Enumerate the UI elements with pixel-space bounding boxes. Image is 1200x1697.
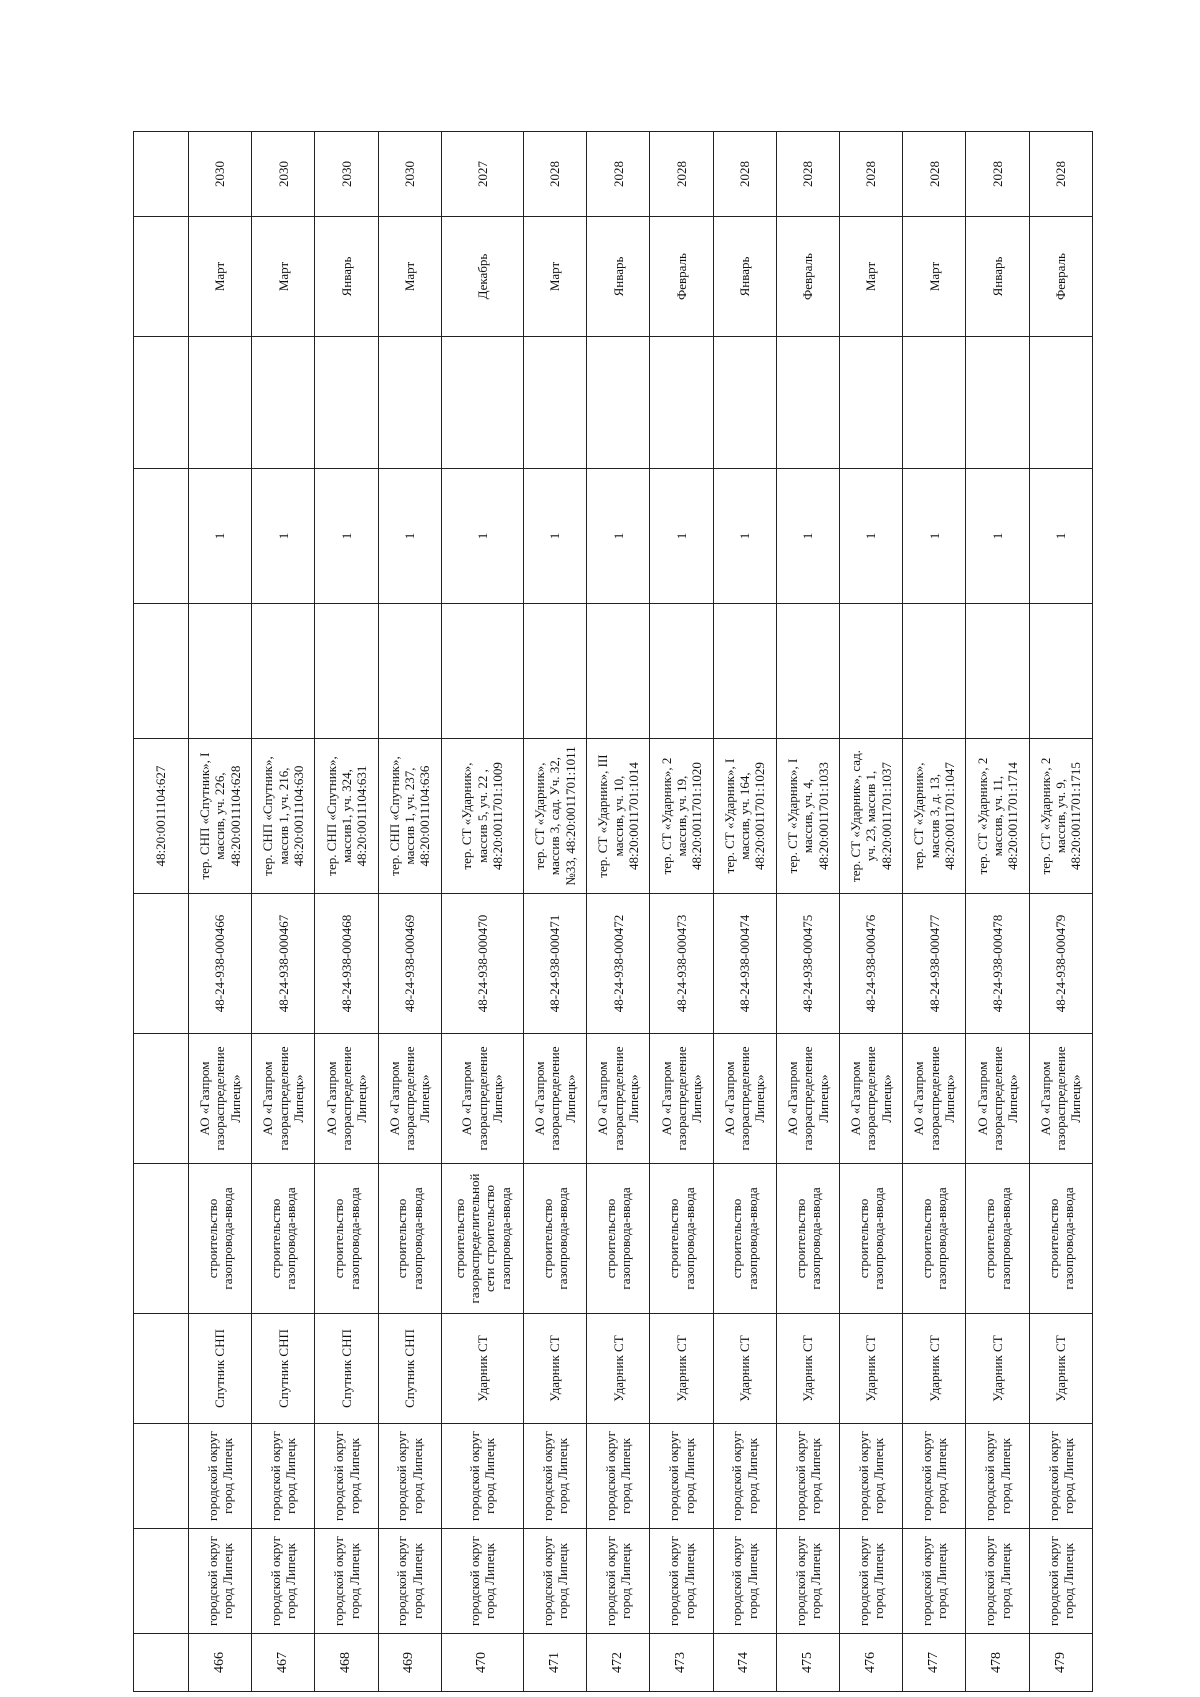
cell-work-type: строительство газопровода-ввода	[378, 1164, 441, 1314]
cell-address: тер. СТ «Ударник», сад. уч. 23, массив 1, 48:20:0011701:1037	[840, 739, 903, 894]
cell-organization: АО «Газпром газораспределение Липецк»	[903, 1034, 966, 1164]
cell-empty	[134, 337, 189, 469]
cell-address: тер. СНП «Спутник», I массив, уч. 226, 48:20:0011104:628	[189, 739, 252, 894]
cell-district: городской округ город Липецк	[189, 1424, 252, 1529]
cell-municipality: городской округ город Липецк	[524, 1529, 587, 1634]
cell-object-id: 48-24-938-000472	[587, 894, 650, 1034]
cell-object-id: 48-24-938-000475	[776, 894, 839, 1034]
cell-empty	[134, 217, 189, 337]
cell-empty	[587, 604, 650, 739]
cell-municipality: городской округ город Липецк	[189, 1529, 252, 1634]
cell-empty	[441, 604, 523, 739]
table-row	[378, 132, 441, 1692]
cell-settlement: Ударник СТ	[1029, 1314, 1092, 1424]
cell-empty	[441, 337, 523, 469]
cell-year: 2027	[441, 132, 523, 217]
cell-month: Февраль	[776, 217, 839, 337]
cell-district: городской округ город Липецк	[441, 1424, 523, 1529]
cell-object-id: 48-24-938-000469	[378, 894, 441, 1034]
cell-settlement: Ударник СТ	[903, 1314, 966, 1424]
cell-work-type: строительство газопровода-ввода	[587, 1164, 650, 1314]
cell-empty	[134, 1314, 189, 1424]
cell-object-id: 48-24-938-000477	[903, 894, 966, 1034]
cell-quantity: 1	[189, 469, 252, 604]
cell-settlement: Ударник СТ	[587, 1314, 650, 1424]
cell-municipality: городской округ город Липецк	[650, 1529, 713, 1634]
cell-quantity: 1	[252, 469, 315, 604]
cell-address: тер. СНП «Спутник», массив1, уч. 324, 48:20:0011104:631	[315, 739, 378, 894]
cell-quantity: 1	[713, 469, 776, 604]
table-row	[776, 132, 839, 1692]
cell-empty	[134, 469, 189, 604]
cell-empty	[134, 894, 189, 1034]
cell-quantity: 1	[903, 469, 966, 604]
cell-empty	[713, 337, 776, 469]
cell-organization: АО «Газпром газораспределение Липецк»	[524, 1034, 587, 1164]
cell-year: 2028	[776, 132, 839, 217]
cell-empty	[776, 604, 839, 739]
cell-district: городской округ город Липецк	[776, 1424, 839, 1529]
cell-empty	[315, 604, 378, 739]
cell-district: городской округ город Липецк	[587, 1424, 650, 1529]
cell-settlement: Спутник СНП	[378, 1314, 441, 1424]
cell-municipality: городской округ город Липецк	[378, 1529, 441, 1634]
cell-year: 2030	[315, 132, 378, 217]
cell-year: 2030	[252, 132, 315, 217]
cell-empty	[189, 604, 252, 739]
cell-empty	[713, 604, 776, 739]
cell-address: тер. СНП «Спутник», массив 1, уч. 237, 48:20:0011104:636	[378, 739, 441, 894]
cell-number: 469	[378, 1634, 441, 1692]
cell-work-type: строительство газопровода-ввода	[252, 1164, 315, 1314]
cell-work-type: строительство газопровода-ввода	[189, 1164, 252, 1314]
cell-number: 467	[252, 1634, 315, 1692]
cell-year: 2030	[378, 132, 441, 217]
table-row	[903, 132, 966, 1692]
cell-quantity: 1	[587, 469, 650, 604]
cell-municipality: городской округ город Липецк	[776, 1529, 839, 1634]
cell-work-type: строительство газопровода-ввода	[776, 1164, 839, 1314]
cell-month: Январь	[587, 217, 650, 337]
cell-number: 475	[776, 1634, 839, 1692]
cell-empty	[524, 337, 587, 469]
cell-work-type: строительство газопровода-ввода	[840, 1164, 903, 1314]
cell-address: тер. СТ «Ударник», 2 массив, уч. 9, 48:20:0011701:1715	[1029, 739, 1092, 894]
cell-settlement: Ударник СТ	[840, 1314, 903, 1424]
cell-address: тер. СТ «Ударник», I массив, уч. 4, 48:20:0011701:1033	[776, 739, 839, 894]
cell-empty	[134, 1164, 189, 1314]
cell-number: 468	[315, 1634, 378, 1692]
cell-work-type: строительство газопровода-ввода	[524, 1164, 587, 1314]
cell-year: 2028	[713, 132, 776, 217]
cell-empty	[252, 337, 315, 469]
cell-organization: АО «Газпром газораспределение Липецк»	[378, 1034, 441, 1164]
cell-empty	[252, 604, 315, 739]
cell-address: тер. СТ «Ударник», массив 5, уч. 22 , 48:20:0011701:1009	[441, 739, 523, 894]
cell-year: 2028	[1029, 132, 1092, 217]
cell-work-type: строительство газопровода-ввода	[713, 1164, 776, 1314]
cell-municipality: городской округ город Липецк	[903, 1529, 966, 1634]
cell-empty	[903, 337, 966, 469]
document-page	[133, 132, 1093, 1692]
cell-empty	[134, 1034, 189, 1164]
cell-month: Март	[252, 217, 315, 337]
cell-empty	[840, 604, 903, 739]
cell-district: городской округ город Липецк	[315, 1424, 378, 1529]
cell-number: 479	[1029, 1634, 1092, 1692]
cell-municipality: городской округ город Липецк	[315, 1529, 378, 1634]
cell-quantity: 1	[650, 469, 713, 604]
cell-empty	[650, 604, 713, 739]
cell-empty	[189, 337, 252, 469]
table-row	[441, 132, 523, 1692]
cell-quantity: 1	[1029, 469, 1092, 604]
cell-organization: АО «Газпром газораспределение Липецк»	[441, 1034, 523, 1164]
cell-municipality: городской округ город Липецк	[713, 1529, 776, 1634]
cell-empty	[1029, 604, 1092, 739]
table-row	[189, 132, 252, 1692]
cell-settlement: Ударник СТ	[441, 1314, 523, 1424]
cell-number: 478	[966, 1634, 1029, 1692]
continuation-row	[134, 132, 189, 1692]
cell-organization: АО «Газпром газораспределение Липецк»	[189, 1034, 252, 1164]
cell-number: 470	[441, 1634, 523, 1692]
cell-object-id: 48-24-938-000467	[252, 894, 315, 1034]
cell-year: 2028	[840, 132, 903, 217]
cell-month: Январь	[966, 217, 1029, 337]
gasification-table	[133, 131, 1093, 1692]
cell-year: 2028	[650, 132, 713, 217]
cell-organization: АО «Газпром газораспределение Липецк»	[587, 1034, 650, 1164]
table-row	[650, 132, 713, 1692]
cell-municipality: городской округ город Липецк	[252, 1529, 315, 1634]
cell-settlement: Ударник СТ	[776, 1314, 839, 1424]
cell-number: 473	[650, 1634, 713, 1692]
cell-object-id: 48-24-938-000466	[189, 894, 252, 1034]
cell-quantity: 1	[776, 469, 839, 604]
cell-month: Март	[378, 217, 441, 337]
cell-settlement: Ударник СТ	[524, 1314, 587, 1424]
cell-settlement: Ударник СТ	[713, 1314, 776, 1424]
cell-work-type: строительство газопровода-ввода	[315, 1164, 378, 1314]
cell-district: городской округ город Липецк	[903, 1424, 966, 1529]
table-row	[840, 132, 903, 1692]
cell-number: 476	[840, 1634, 903, 1692]
cell-month: Декабрь	[441, 217, 523, 337]
cell-address: тер. СТ «Ударник», 2 массив, уч. 19, 48:20:0011701:1020	[650, 739, 713, 894]
cell-quantity: 1	[840, 469, 903, 604]
cell-object-id: 48-24-938-000468	[315, 894, 378, 1034]
cell-empty	[134, 1529, 189, 1634]
cell-number: 472	[587, 1634, 650, 1692]
cell-quantity: 1	[378, 469, 441, 604]
cell-municipality: городской округ город Липецк	[1029, 1529, 1092, 1634]
cell-number: 471	[524, 1634, 587, 1692]
cell-empty	[134, 132, 189, 217]
cell-district: городской округ город Липецк	[252, 1424, 315, 1529]
cell-object-id: 48-24-938-000478	[966, 894, 1029, 1034]
cell-municipality: городской округ город Липецк	[966, 1529, 1029, 1634]
cell-month: Март	[903, 217, 966, 337]
table-row	[966, 132, 1029, 1692]
cell-year: 2028	[903, 132, 966, 217]
cell-address: тер. СТ «Ударник», III массив, уч. 10, 48:20:0011701:1014	[587, 739, 650, 894]
cell-year: 2028	[587, 132, 650, 217]
cell-address: тер. СТ «Ударник», 2 массив, уч. 11, 48:20:0011701:1714	[966, 739, 1029, 894]
cell-empty	[650, 337, 713, 469]
cell-organization: АО «Газпром газораспределение Липецк»	[252, 1034, 315, 1164]
cell-object-id: 48-24-938-000476	[840, 894, 903, 1034]
cell-quantity: 1	[524, 469, 587, 604]
cell-district: городской округ город Липецк	[378, 1424, 441, 1529]
cell-number: 466	[189, 1634, 252, 1692]
cell-settlement: Спутник СНП	[252, 1314, 315, 1424]
cell-year: 2028	[966, 132, 1029, 217]
cell-empty	[524, 604, 587, 739]
cell-quantity: 1	[315, 469, 378, 604]
cell-district: городской округ город Липецк	[524, 1424, 587, 1529]
cell-settlement: Спутник СНП	[189, 1314, 252, 1424]
cell-organization: АО «Газпром газораспределение Липецк»	[966, 1034, 1029, 1164]
cell-work-type: строительство газопровода-ввода	[1029, 1164, 1092, 1314]
cell-organization: АО «Газпром газораспределение Липецк»	[1029, 1034, 1092, 1164]
cell-month: Февраль	[650, 217, 713, 337]
cell-number: 474	[713, 1634, 776, 1692]
cell-year: 2030	[189, 132, 252, 217]
cell-organization: АО «Газпром газораспределение Липецк»	[650, 1034, 713, 1164]
cell-organization: АО «Газпром газораспределение Липецк»	[713, 1034, 776, 1164]
cell-empty	[776, 337, 839, 469]
cell-address: тер. СТ «Ударник», массив 3, сад. Уч. 32, №33, 48:20:0011701:1011	[524, 739, 587, 894]
cell-empty	[587, 337, 650, 469]
cell-object-id: 48-24-938-000471	[524, 894, 587, 1034]
cell-address: тер. СТ «Ударник», I массив, уч. 164, 48:20:0011701:1029	[713, 739, 776, 894]
cell-work-type: строительство газораспределительной сети строительство газопровода-ввода	[441, 1164, 523, 1314]
cell-address: тер. СНП «Спутник», массив 1, уч. 216, 48:20:0011104:630	[252, 739, 315, 894]
cell-empty	[903, 604, 966, 739]
cell-quantity: 1	[966, 469, 1029, 604]
cell-empty	[134, 1424, 189, 1529]
table-row	[713, 132, 776, 1692]
table-row	[252, 132, 315, 1692]
cell-empty	[378, 337, 441, 469]
table-row	[587, 132, 650, 1692]
cell-district: городской округ город Липецк	[650, 1424, 713, 1529]
cell-month: Март	[840, 217, 903, 337]
cell-object-id: 48-24-938-000474	[713, 894, 776, 1034]
cell-empty	[1029, 337, 1092, 469]
cell-empty	[134, 604, 189, 739]
cell-settlement: Ударник СТ	[650, 1314, 713, 1424]
cell-empty	[966, 604, 1029, 739]
cell-empty	[966, 337, 1029, 469]
cell-empty	[134, 1634, 189, 1692]
cell-district: городской округ город Липецк	[966, 1424, 1029, 1529]
cell-settlement: Спутник СНП	[315, 1314, 378, 1424]
cell-municipality: городской округ город Липецк	[441, 1529, 523, 1634]
cell-organization: АО «Газпром газораспределение Липецк»	[840, 1034, 903, 1164]
cell-work-type: строительство газопровода-ввода	[966, 1164, 1029, 1314]
cell-object-id: 48-24-938-000470	[441, 894, 523, 1034]
cell-empty	[315, 337, 378, 469]
cell-district: городской округ город Липецк	[1029, 1424, 1092, 1529]
cell-municipality: городской округ город Липецк	[840, 1529, 903, 1634]
cell-month: Январь	[713, 217, 776, 337]
cell-month: Январь	[315, 217, 378, 337]
cell-month: Март	[189, 217, 252, 337]
table-row	[315, 132, 378, 1692]
cell-address: тер. СТ «Ударник», массив 3, д. 13, 48:20:0011701:1047	[903, 739, 966, 894]
table-row	[524, 132, 587, 1692]
cell-month: Март	[524, 217, 587, 337]
cell-number: 477	[903, 1634, 966, 1692]
cell-object-id: 48-24-938-000479	[1029, 894, 1092, 1034]
cell-district: городской округ город Липецк	[840, 1424, 903, 1529]
cell-organization: АО «Газпром газораспределение Липецк»	[315, 1034, 378, 1164]
cell-municipality: городской округ город Липецк	[587, 1529, 650, 1634]
cell-empty	[378, 604, 441, 739]
cell-month: Февраль	[1029, 217, 1092, 337]
cell-organization: АО «Газпром газораспределение Липецк»	[776, 1034, 839, 1164]
cell-address: 48:20:0011104:627	[134, 739, 189, 894]
cell-empty	[840, 337, 903, 469]
cell-settlement: Ударник СТ	[966, 1314, 1029, 1424]
cell-object-id: 48-24-938-000473	[650, 894, 713, 1034]
cell-work-type: строительство газопровода-ввода	[903, 1164, 966, 1314]
cell-district: городской округ город Липецк	[713, 1424, 776, 1529]
cell-quantity: 1	[441, 469, 523, 604]
cell-year: 2028	[524, 132, 587, 217]
cell-work-type: строительство газопровода-ввода	[650, 1164, 713, 1314]
table-row	[1029, 132, 1092, 1692]
